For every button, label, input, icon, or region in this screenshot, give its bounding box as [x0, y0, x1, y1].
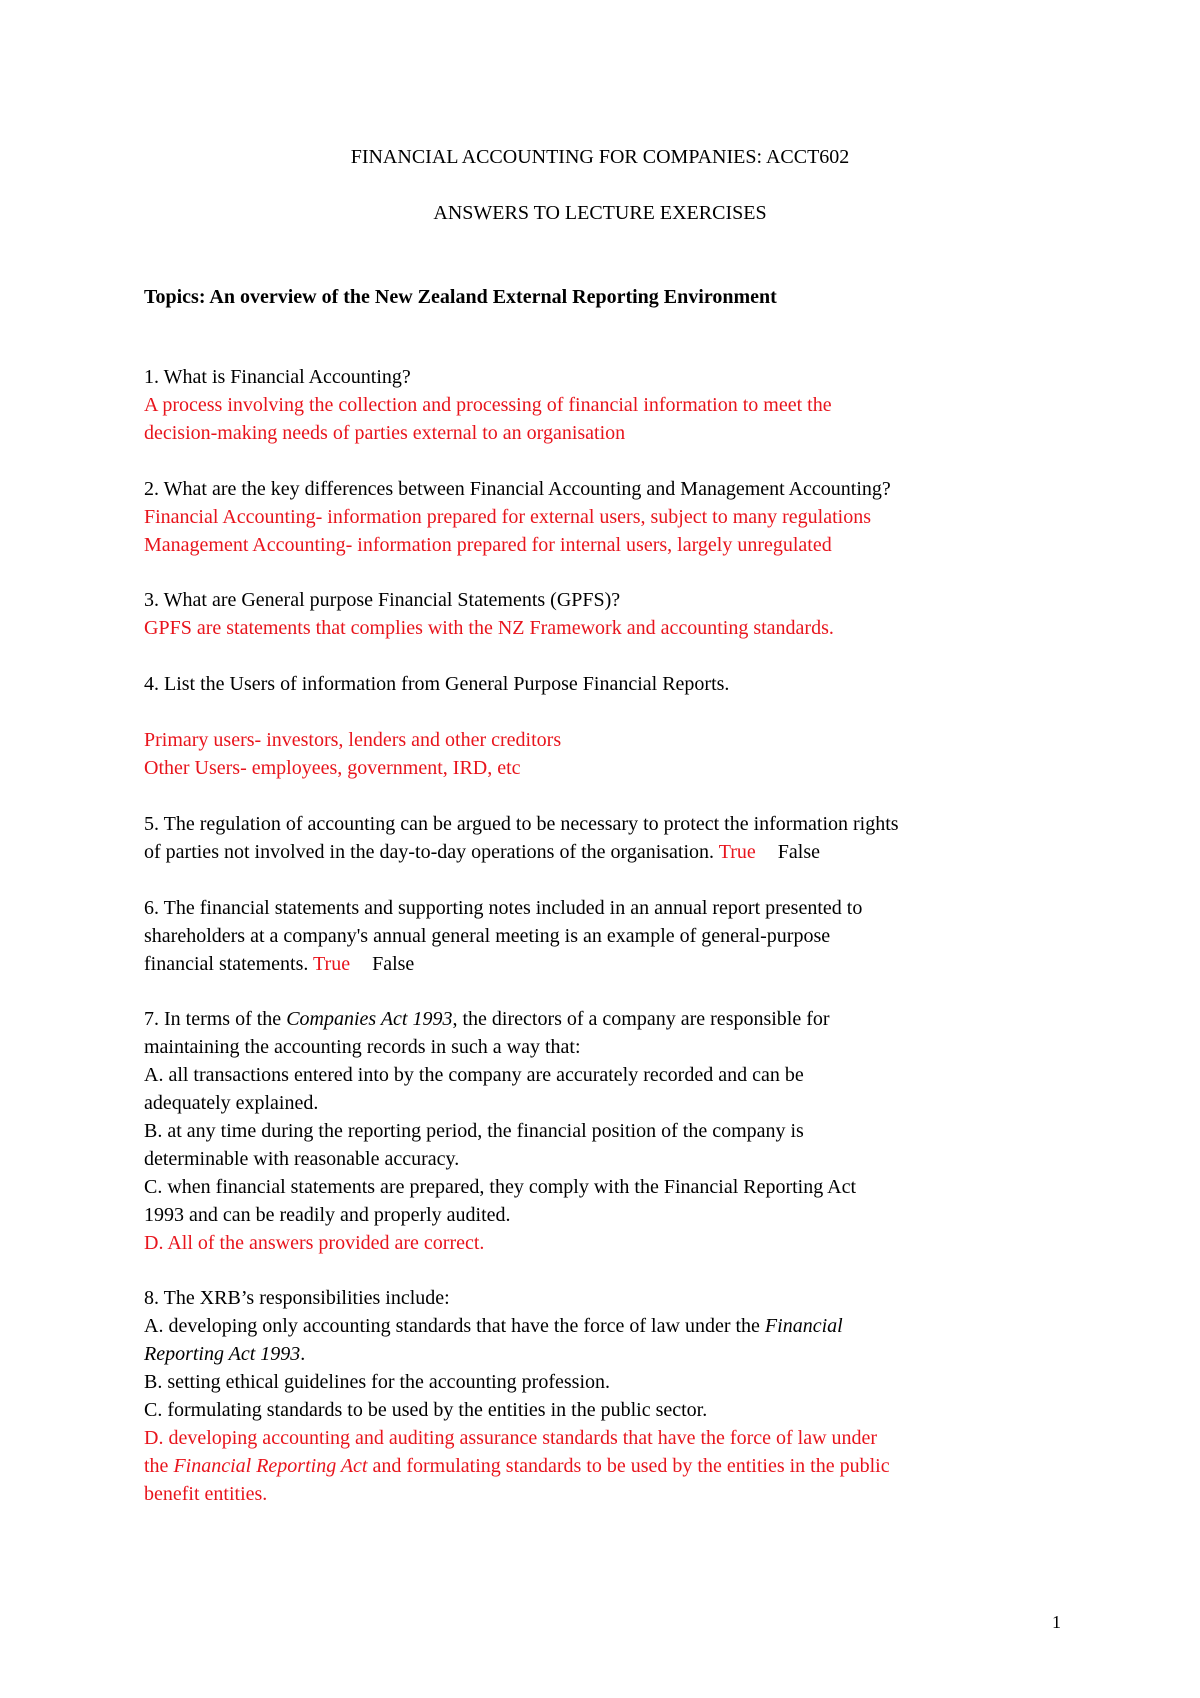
answer-8d-line-1: D. developing accounting and auditing assurance standards that have the force of law under: [144, 1427, 878, 1449]
option-7a-line-1: A. all transactions entered into by the company are accurately recorded and can be: [144, 1064, 804, 1086]
option-7a-line-2: adequately explained.: [144, 1092, 319, 1114]
option-7c-line-2: 1993 and can be readily and properly audited.: [144, 1204, 511, 1226]
option-8a-italic-2: Reporting Act 1993: [144, 1343, 301, 1365]
answer-4-line-1: Primary users- investors, lenders and other creditors: [144, 729, 562, 751]
option-8a-line-2: [144, 1340, 1074, 1368]
option-8a-italic-1: Financial: [764, 1315, 843, 1337]
option-8a-line-1: [144, 1312, 1074, 1340]
answer-8d-line-2-pre: the: [144, 1455, 174, 1477]
option-8a-line-1-pre: A. developing only accounting standards that have the force of law under the: [144, 1315, 765, 1337]
question-3: [144, 586, 1074, 642]
page-number: 1: [1052, 1612, 1061, 1632]
question-7-line-1-post: , the directors of a company are responsible for: [452, 1008, 830, 1030]
answer-6-true: True: [313, 953, 351, 975]
answer-7d: D. All of the answers provided are correct.: [144, 1232, 485, 1254]
question-6-line-1: 6. The financial statements and supporting notes included in an annual report presented to: [144, 897, 863, 919]
question-1-text: 1. What is Financial Accounting?: [144, 366, 411, 388]
answer-5-true: True: [718, 841, 756, 863]
question-2-text: 2. What are the key differences between Financial Accounting and Management Accounting?: [144, 478, 891, 500]
question-6: [144, 894, 1074, 978]
course-title: FINANCIAL ACCOUNTING FOR COMPANIES: ACCT602: [350, 146, 850, 168]
answer-2-line-1: Financial Accounting- information prepared for external users, subject to many regulations: [144, 506, 872, 528]
question-7-line-2: maintaining the accounting records in such a way that:: [144, 1036, 581, 1058]
question-6-line-3: [144, 950, 1074, 978]
option-8c: C. formulating standards to be used by the entities in the public sector.: [144, 1399, 708, 1421]
topic-heading: Topics: An overview of the New Zealand External Reporting Environment: [144, 286, 777, 308]
document-subtitle: ANSWERS TO LECTURE EXERCISES: [433, 202, 767, 224]
question-8-line-1: 8. The XRB’s responsibilities include:: [144, 1287, 450, 1309]
question-5-line-2: [144, 838, 1074, 866]
answer-1-line-1: A process involving the collection and processing of financial information to meet the: [144, 394, 832, 416]
answer-2-line-2: Management Accounting- information prepared for internal users, largely unregulated: [144, 534, 832, 556]
question-5: [144, 810, 1074, 866]
answer-8d-line-2: [144, 1452, 1074, 1480]
question-6-line-2: shareholders at a company's annual general meeting is an example of general-purpose: [144, 925, 831, 947]
question-1: [144, 363, 1074, 447]
question-5-line-1: 5. The regulation of accounting can be argued to be necessary to protect the information rights: [144, 813, 899, 835]
question-4-text: 4. List the Users of information from General Purpose Financial Reports.: [144, 673, 730, 695]
companies-act-title: Companies Act 1993: [286, 1008, 453, 1030]
question-3-text: 3. What are General purpose Financial Statements (GPFS)?: [144, 589, 621, 611]
option-5-false: False: [777, 841, 820, 863]
option-7c-line-1: C. when financial statements are prepared, they comply with the Financial Reporting Act: [144, 1176, 857, 1198]
answer-8d-line-3: benefit entities.: [144, 1483, 268, 1505]
blank-line: [144, 698, 1074, 726]
question-8: [144, 1284, 1074, 1508]
option-7b-line-1: B. at any time during the reporting period, the financial position of the company is: [144, 1120, 804, 1142]
answer-4-line-2: Other Users- employees, government, IRD, etc: [144, 757, 521, 779]
question-7: [144, 1005, 1074, 1257]
option-6-false: False: [372, 953, 415, 975]
answer-8d-line-2-post: and formulating standards to be used by the entities in the public: [367, 1455, 890, 1477]
question-7-line-1-pre: 7. In terms of the: [144, 1008, 287, 1030]
option-7b-line-2: determinable with reasonable accuracy.: [144, 1148, 460, 1170]
option-8a-line-2-post: .: [300, 1343, 306, 1365]
option-8b: B. setting ethical guidelines for the accounting profession.: [144, 1371, 610, 1393]
question-2: [144, 475, 1074, 559]
question-4: [144, 670, 1074, 782]
question-6-line-3-text: financial statements.: [144, 953, 309, 975]
question-7-line-1: [144, 1005, 1074, 1033]
answer-3: GPFS are statements that complies with the NZ Framework and accounting standards.: [144, 617, 834, 639]
question-5-line-2-text: of parties not involved in the day-to-day operations of the organisation.: [144, 841, 715, 863]
answer-1-line-2: decision-making needs of parties external to an organisation: [144, 422, 626, 444]
financial-reporting-act-title: Financial Reporting Act: [173, 1455, 368, 1477]
